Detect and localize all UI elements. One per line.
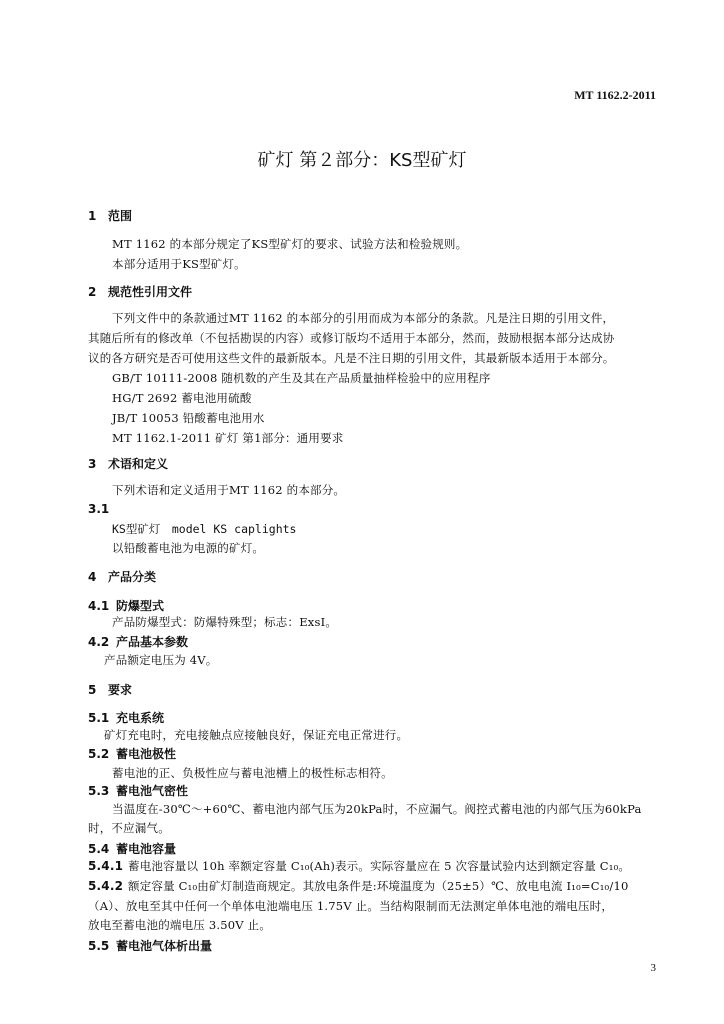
clause-number: 5.4.2 bbox=[88, 879, 124, 893]
reference-item: GB/T 10111-2008 随机数的产生及其在产品质量抽样检验中的应用程序 bbox=[112, 371, 491, 385]
subsection-number: 5.1 bbox=[88, 711, 110, 725]
section-title: 产品分类 bbox=[108, 570, 157, 584]
section-title: 术语和定义 bbox=[108, 457, 169, 471]
subsection-number: 5.5 bbox=[88, 939, 110, 953]
paragraph-line: （A）、放电至其中任何一个单体电池端电压 1.75V 止。当结构限制而无法测定单体电池的端电压时， bbox=[88, 899, 614, 913]
subsection-title: 蓄电池气体析出量 bbox=[116, 939, 213, 953]
section-number: 1 bbox=[88, 209, 97, 223]
document-code: MT 1162.2-2011 bbox=[574, 88, 656, 102]
page-title: 矿灯 第２部分：KS型矿灯 bbox=[257, 150, 467, 171]
subsection-title: 防爆型式 bbox=[116, 599, 165, 613]
reference-item: JB/T 10053 铅酸蓄电池用水 bbox=[112, 411, 265, 425]
subsection-title: 蓄电池气密性 bbox=[116, 784, 189, 798]
paragraph: 矿灯充电时，充电接触点应接触良好，保证充电正常进行。 bbox=[104, 728, 409, 742]
subsection-heading-4-1 bbox=[88, 597, 164, 614]
paragraph-line: 议的各方研究是否可使用这些文件的最新版本。凡是不注日期的引用文件，其最新版本适用于本部分。 bbox=[88, 351, 615, 365]
paragraph: 产品防爆型式：防爆特殊型；标志：ExsI。 bbox=[112, 615, 338, 629]
paragraph: MT 1162 的本部分规定了KS型矿灯的要求、试验方法和检验规则。 bbox=[112, 237, 468, 251]
subsection-heading-5-1 bbox=[88, 709, 164, 726]
section-number: 2 bbox=[88, 285, 97, 299]
clause-text: 额定容量 C₁₀由矿灯制造商规定。其放电条件是:环境温度为（25±5）℃、放电电流 I₁₀=C₁₀/10 bbox=[128, 879, 629, 893]
reference-item: MT 1162.1-2011 矿灯 第1部分：通用要求 bbox=[112, 431, 344, 445]
section-title: 要求 bbox=[108, 683, 133, 697]
section-title: 规范性引用文件 bbox=[108, 285, 193, 299]
clause-number: 5.4.1 bbox=[88, 859, 124, 873]
term: KS型矿灯 model KS caplights bbox=[112, 522, 297, 536]
subsection-number: 5.4 bbox=[88, 842, 110, 856]
subsection-heading-5-2 bbox=[88, 745, 176, 762]
section-heading-4 bbox=[88, 568, 156, 585]
subsection-number: 5.3 bbox=[88, 784, 110, 798]
section-heading-2 bbox=[88, 283, 192, 300]
section-heading-1 bbox=[88, 207, 132, 224]
section-heading-3 bbox=[88, 455, 168, 472]
clause-text: 蓄电池容量以 10h 率额定容量 C₁₀(Ah)表示。实际容量应在 5 次容量试验内达到额定容量 C₁₀。 bbox=[128, 859, 631, 873]
subsection-number: 3.1 bbox=[88, 502, 110, 516]
clause-5-4-1 bbox=[88, 858, 630, 874]
subsection-title: 充电系统 bbox=[116, 711, 165, 725]
paragraph-line: 下列文件中的条款通过MT 1162 的本部分的引用而成为本部分的条款。凡是注日期的引用文件， bbox=[112, 311, 615, 325]
subsection-number: 4.1 bbox=[88, 599, 110, 613]
subsection-number: 5.2 bbox=[88, 747, 110, 761]
subsection-heading-4-2 bbox=[88, 633, 188, 650]
subsection-number: 4.2 bbox=[88, 635, 110, 649]
paragraph: 下列术语和定义适用于MT 1162 的本部分。 bbox=[112, 483, 346, 497]
section-number: 5 bbox=[88, 683, 97, 697]
page-number: 3 bbox=[650, 962, 656, 974]
section-number: 4 bbox=[88, 570, 97, 584]
paragraph-line: 放电至蓄电池的端电压 3.50V 止。 bbox=[88, 918, 272, 932]
subsection-heading-5-3 bbox=[88, 782, 188, 799]
subsection-title: 蓄电池极性 bbox=[116, 747, 177, 761]
subsection-title: 产品基本参数 bbox=[116, 635, 189, 649]
paragraph-line: 其随后所有的修改单（不包括勘误的内容）或修订版均不适用于本部分，然而，鼓励根据本部分达成协 bbox=[88, 331, 615, 345]
reference-item: HG/T 2692 蓄电池用硫酸 bbox=[112, 391, 252, 405]
paragraph-line: 时，不应漏气。 bbox=[88, 821, 170, 835]
section-title: 范围 bbox=[108, 209, 133, 223]
clause-5-4-2 bbox=[88, 878, 628, 894]
definition: 以铅酸蓄电池为电源的矿灯。 bbox=[112, 541, 265, 555]
paragraph: 蓄电池的正、负极性应与蓄电池槽上的极性标志相符。 bbox=[112, 766, 393, 780]
subsection-heading-5-4 bbox=[88, 840, 176, 857]
subsection-title: 蓄电池容量 bbox=[116, 842, 177, 856]
subsection-heading-5-5 bbox=[88, 937, 212, 954]
section-heading-5 bbox=[88, 681, 132, 698]
paragraph: 本部分适用于KS型矿灯。 bbox=[112, 257, 246, 271]
paragraph-line: 当温度在-30℃～+60℃、蓄电池内部气压为20kPa时，不应漏气。阀控式蓄电池的内部气压为60kPa bbox=[112, 802, 642, 816]
paragraph: 产品额定电压为 4V。 bbox=[104, 653, 218, 667]
section-number: 3 bbox=[88, 457, 97, 471]
